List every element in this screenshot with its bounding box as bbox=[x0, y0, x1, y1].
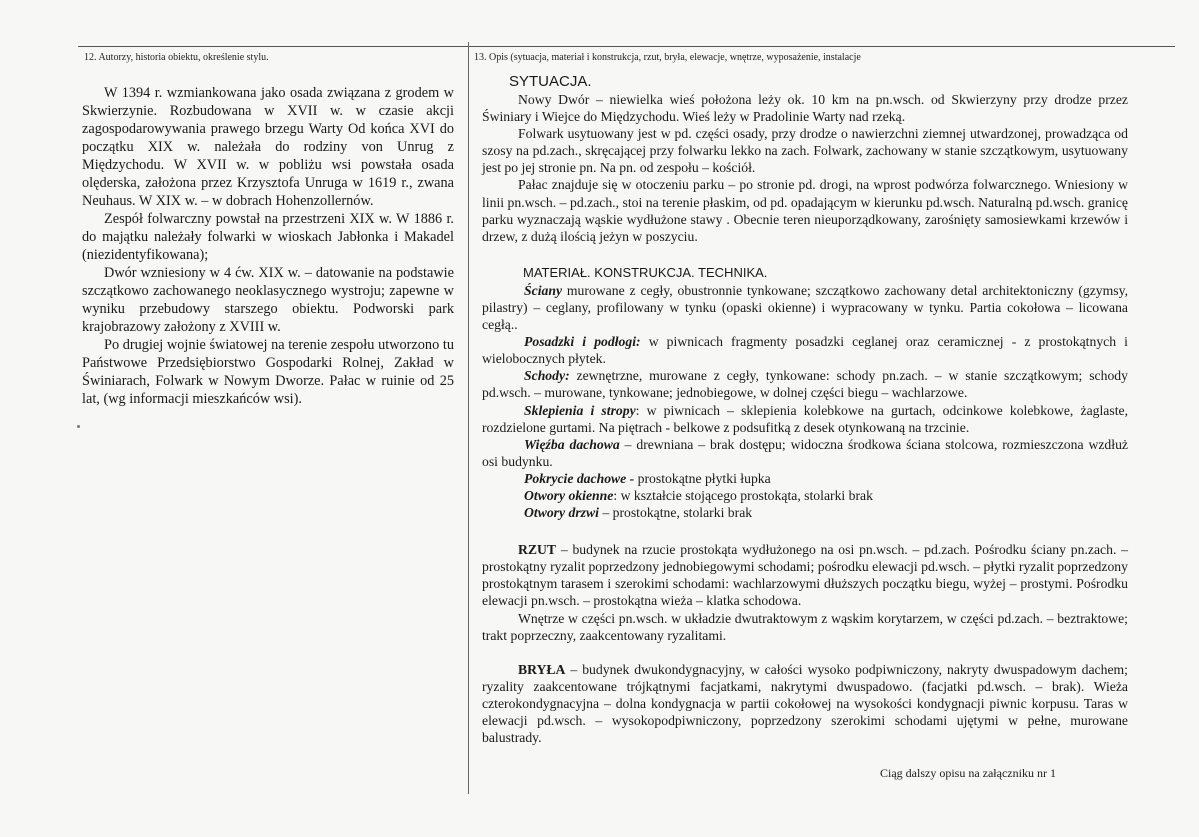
sytuacja-paragraph: Folwark usytuowany jest w pd. części osady, przy drodze o nawierzchni ziemnej utwardzonej, prowadząca od szosy na pd.zach., skręcającej przy folwarku lekko na zach. Folwark, zachowany w stanie szczątkowym, usytuowany jest po jej stronie pn. Na pn. od zespołu – kościół. bbox=[482, 126, 1128, 176]
sytuacja-paragraph: Pałac znajduje się w otoczeniu parku – po stronie pd. drogi, na wprost podwórza folwarcznego. Wniesiony w linii pn.wsch. – pd.zach., stoi na terenie płaskim, od pd. opadającym w kierunku pd.wsch. Naturalną pd.wsch. granicę parku wyznaczają wąskie wydłużone stawy . Obecnie teren nieuporządkowany, zarośnięty samosiewkami krzewów i drzew, z dużą ilością jeżyn w poszyciu. bbox=[482, 177, 1128, 244]
material-item-text: – prostokątne, stolarki brak bbox=[598, 505, 753, 521]
continuation-note: Ciąg dalszy opisu na załączniku nr 1 bbox=[880, 766, 1056, 780]
material-item bbox=[482, 504, 1128, 521]
material-item-text: : w piwnicach – sklepienia kolebkowe na gurtach, odcinkowe kolebkowe, żaglaste, rozdzielone gurtami. Na piętrach - belkowe z podsufitką z desek otynkowaną na trzcinie. bbox=[482, 402, 1128, 435]
material-item bbox=[482, 333, 1128, 367]
material-item-text: – drewniana – brak dostępu; widoczna środkowa ściana stolcowa, rozmieszczona wzdłuż osi budynku. bbox=[482, 436, 1128, 469]
material-item-label: Pokrycie dachowe - bbox=[524, 470, 635, 486]
history-paragraph: Po drugiej wojnie światowej na terenie zespołu utworzono tu Państwowe Przedsiębiorstwo Gospodarki Rolnej, Zakład w Świniarach, Folwark w Nowym Dworze. Pałac w ruinie od 25 lat, (wg informacji mieszkańców wsi). bbox=[82, 337, 454, 407]
material-item-text: murowane z cegły, obustronnie tynkowane; szczątkowo zachowany detal architektoniczny (gzymsy, pilastry) – ceglany, profilowany w tynku (opaski okienne) i wypracowany w tynku. Partia cokołowa – licowana cegłą.. bbox=[482, 282, 1128, 333]
spacer bbox=[482, 521, 1128, 541]
material-item-label: Ściany bbox=[524, 282, 563, 298]
history-paragraph: Zespół folwarczny powstał na przestrzeni XIX w. W 1886 r. do majątku należały folwarki w wioskach Jabłonka i Makadel (niezidentyfikowana); bbox=[82, 211, 454, 263]
description-section bbox=[482, 73, 1128, 746]
material-item-label: Sklepienia i stropy bbox=[524, 402, 636, 418]
material-item-label: Więźba dachowa bbox=[524, 436, 620, 452]
material-item-text: prostokątne płytki łupka bbox=[634, 470, 771, 486]
right-column-header: 13. Opis (sytuacja, materiał i konstrukcja, rzut, bryła, elewacje, wnętrze, wyposażenie, instalacje bbox=[474, 52, 861, 63]
material-item-label: Schody: bbox=[524, 368, 570, 384]
material-item-text: : w kształcie stojącego prostokąta, stolarki brak bbox=[613, 487, 873, 503]
material-item-text: zewnętrzne, murowane z cegły, tynkowane: schody pn.zach. – w stanie szczątkowym; schody pd.wsch. – murowane, tynkowane; jednobiegowe, w dolnej części biegu – wachlarzowe. bbox=[482, 368, 1128, 401]
history-paragraph: W 1394 r. wzmiankowana jako osada związana z grodem w Skwierzynie. Rozbudowana w XVII w. w czasie akcji zagospodarowywania prawego brzegu Warty Od końca XVI do początku XIX w. należała do rodziny von Unrug z Międzychodu. W XVII w. w pobliżu wsi powstała osada olęderska, założona przez Krzysztofa Unruga w 1619 r., zwana Neuhaus. W XIX w. – w dobrach Hohenzollernów. bbox=[82, 85, 454, 209]
scan-speck bbox=[77, 425, 80, 428]
material-item bbox=[482, 402, 1128, 436]
material-item bbox=[482, 487, 1128, 504]
top-rule bbox=[78, 46, 1175, 47]
bryla-text: – budynek dwukondygnacyjny, w całości wysoko podpiwniczony, nakryty dwuspadowym dachem; ryzality zaakcentowane trójkątnymi facjatkami, nakrytymi dwuspadowo. (facjatki pd.wsch. – brak). Wieża czterokondygnacyjna – dolna kondygnacja w partii cokołowej na wysokości kondygnacji piwnic korpusu. Taras w elewacji pd.wsch. – wysokopodpiwniczony, poprzedzony szerokimi schodami ujętymi w pełne, murowane balustrady. bbox=[482, 661, 1128, 746]
rzut-label: RZUT bbox=[518, 542, 557, 558]
history-section bbox=[82, 84, 454, 408]
material-item bbox=[482, 367, 1128, 401]
interior-paragraph: Wnętrze w części pn.wsch. w układzie dwutraktowym z wąskim korytarzem, w części pd.zach. – beztraktowe; trakt poprzeczny, zaakcentowany ryzalitami. bbox=[482, 610, 1128, 643]
material-item-label: Posadzki i podłogi: bbox=[524, 334, 641, 350]
rzut-paragraph bbox=[482, 541, 1128, 609]
sytuacja-heading: SYTUACJA. bbox=[509, 73, 592, 90]
material-item bbox=[482, 282, 1128, 333]
history-paragraph: Dwór wzniesiony w 4 ćw. XIX w. – datowanie na podstawie szczątkowo zachowanego neoklasycznego wystroju; zapewne w wyniku przebudowy starszego obiektu. Podworski park krajobrazowy założony z XVIII w. bbox=[82, 265, 454, 335]
bryla-paragraph bbox=[482, 661, 1128, 746]
material-item-label: Otwory drzwi bbox=[524, 505, 599, 521]
material-item bbox=[482, 470, 1128, 487]
material-item-label: Otwory okienne bbox=[524, 487, 614, 503]
rzut-text: – budynek na rzucie prostokąta wydłużonego na osi pn.wsch. – pd.zach. Pośrodku ściany pn.zach. – prostokątny ryzalit poprzedzony jednobiegowymi schodami; pośrodku elewacji pd.wsch. – płytki ryzalit poprzedzony prostokątnym tarasem i szerokimi schodami: wachlarzowymi dłuższych początku biegu, wyżej – prostymi. Pośrodku elewacji pn.wsch. – prostokątna wieża – klatka schodowa. bbox=[482, 542, 1128, 609]
material-heading: MATERIAŁ. KONSTRUKCJA. TECHNIKA. bbox=[523, 264, 768, 280]
sytuacja-paragraph: Nowy Dwór – niewielka wieś położona leży ok. 10 km na pn.wsch. od Skwierzyny przy drodze przez Świniary i Wiejce do Międzychodu. Wieś leży w Pradolinie Warty nad rzeką. bbox=[482, 92, 1128, 125]
bryla-label: BRYŁA bbox=[518, 661, 566, 677]
spacer bbox=[482, 644, 1128, 661]
column-divider bbox=[468, 42, 469, 794]
left-column-header: 12. Autorzy, historia obiektu, określenie stylu. bbox=[84, 52, 269, 63]
material-item-text: w piwnicach fragmenty posadzki ceglanej oraz ceramicznej - z prostokątnych i wielobocznych płytek. bbox=[482, 334, 1128, 367]
material-item bbox=[482, 436, 1128, 470]
